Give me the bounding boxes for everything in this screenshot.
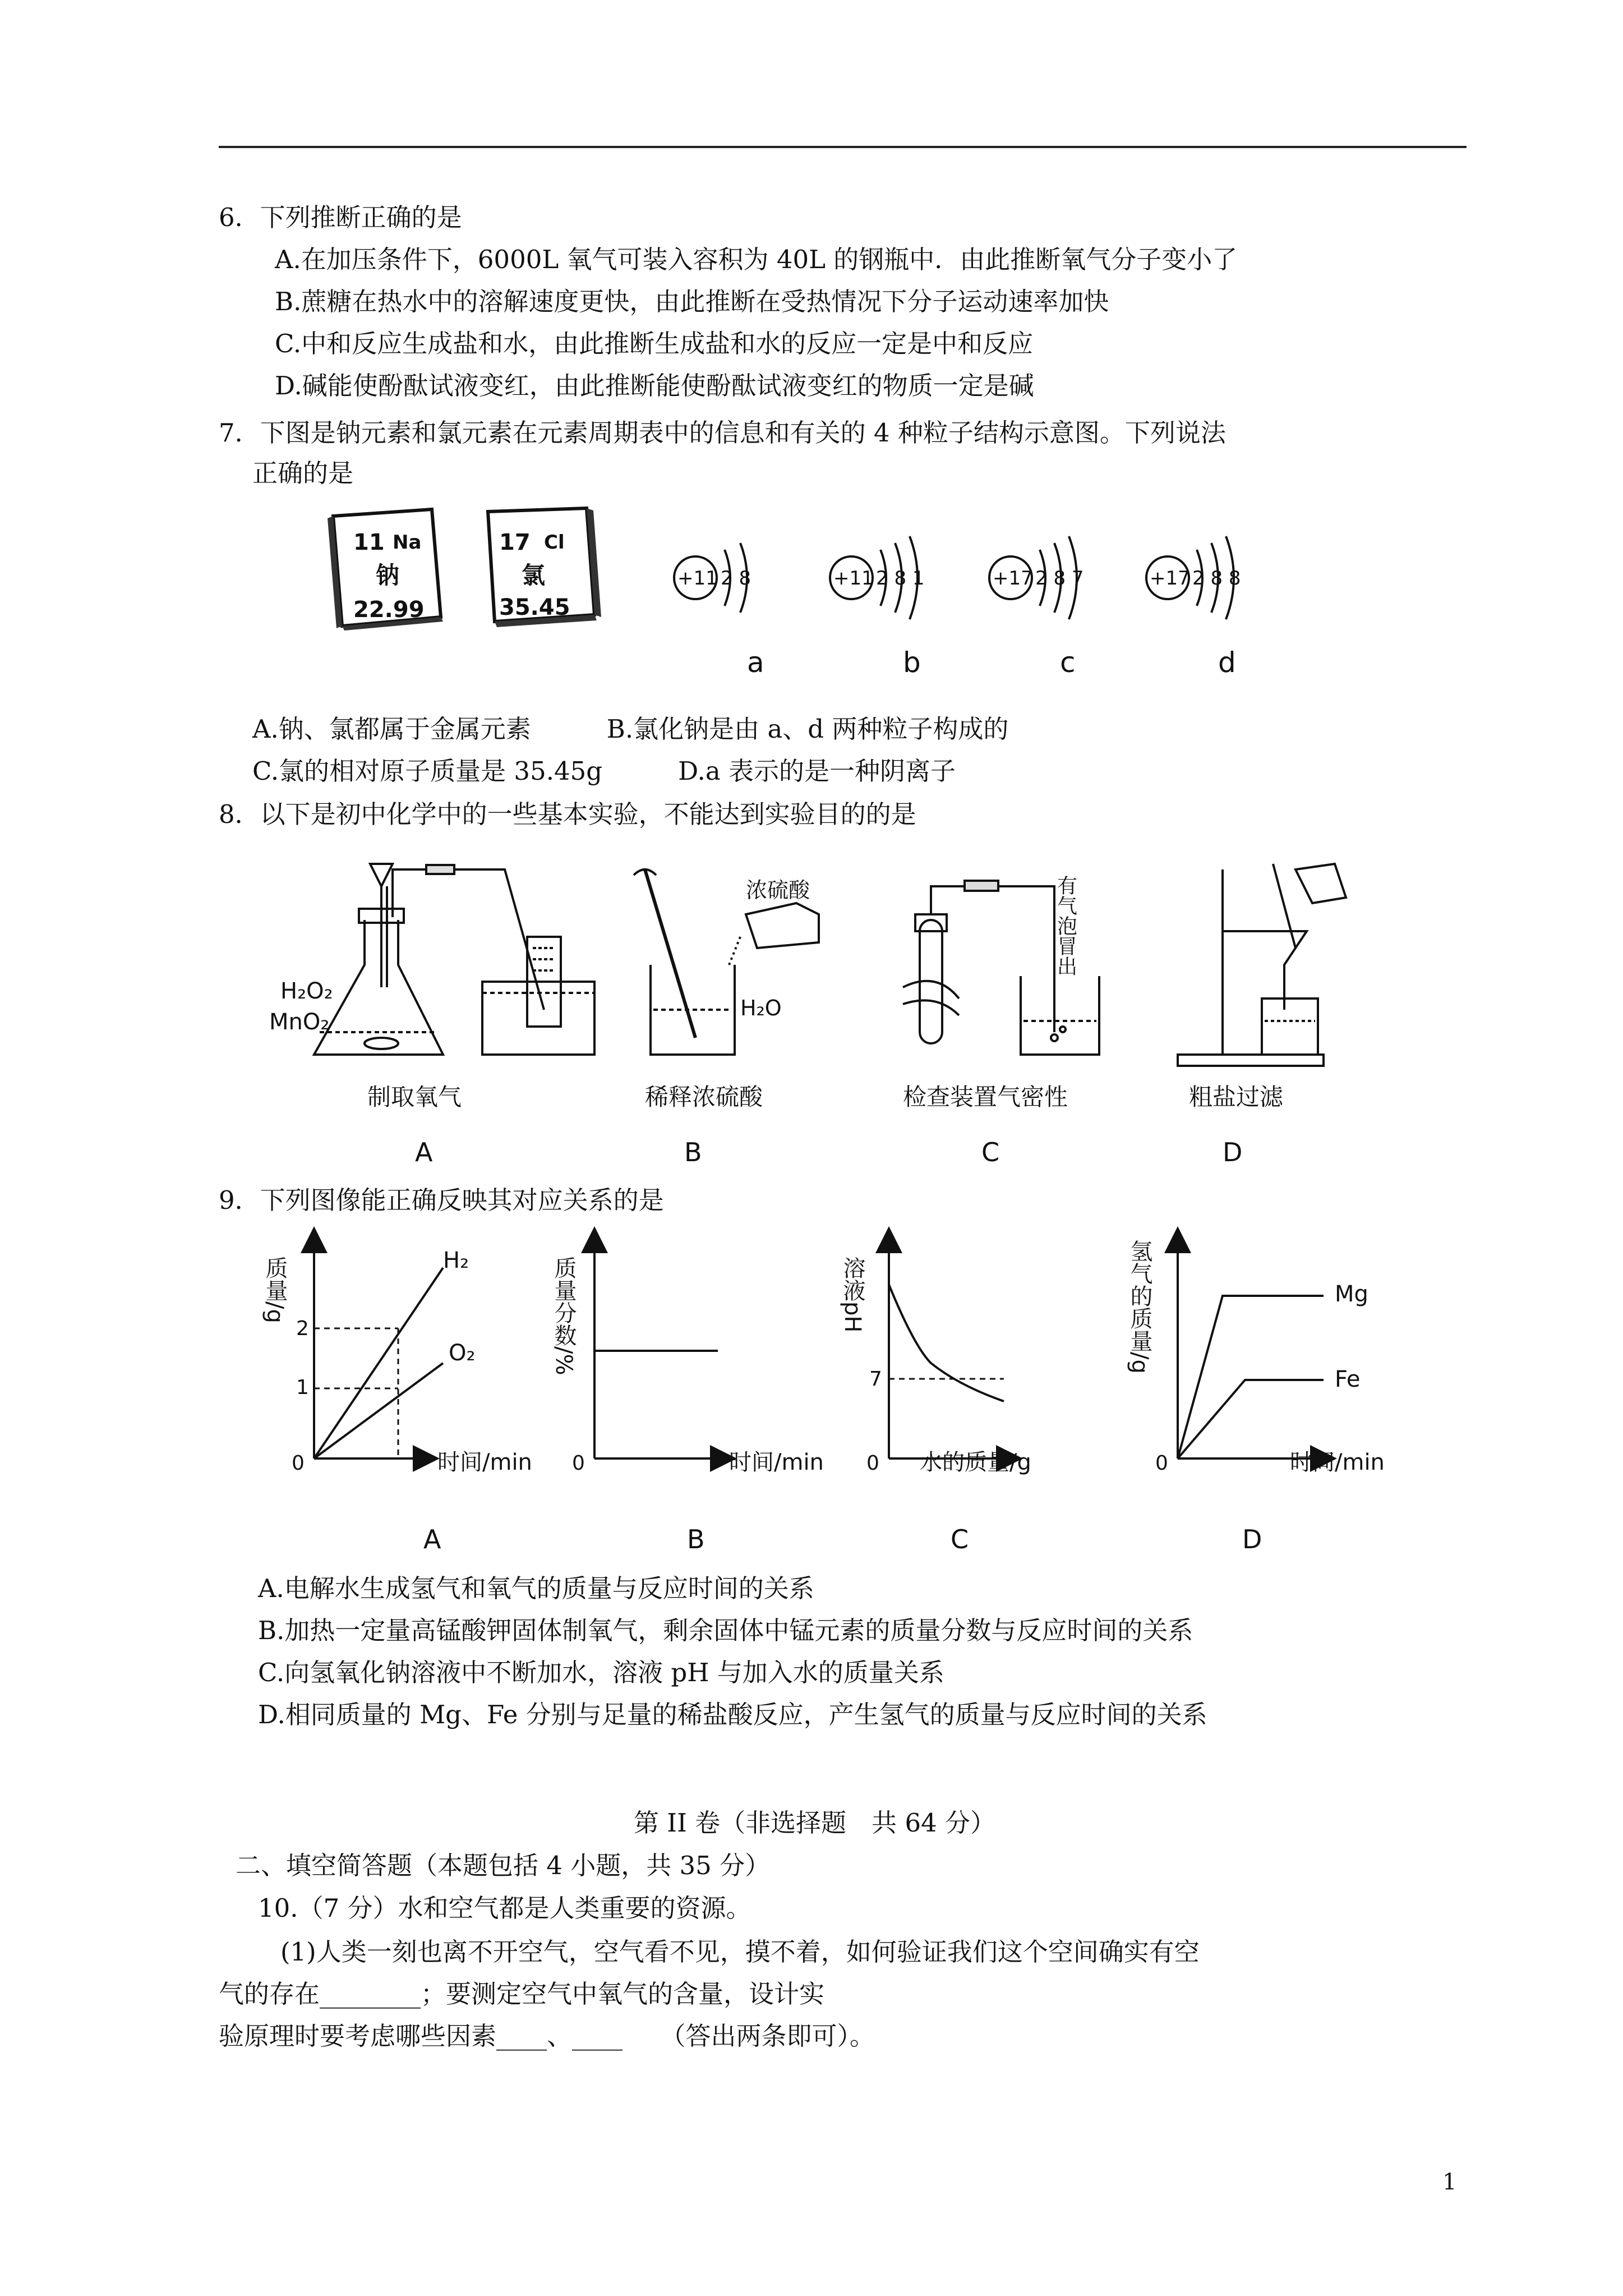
chart-d-series-fe <box>1178 1380 1324 1458</box>
chart-b <box>551 1240 824 1554</box>
svg-text:2 8 8: 2 8 8 <box>1192 567 1241 590</box>
q6-stem: 6．下列推断正确的是 <box>219 203 462 232</box>
chart-d-legend-mg: Mg <box>1335 1281 1368 1307</box>
particle-b-label: b <box>903 646 921 679</box>
particle-a-label: a <box>747 646 764 679</box>
chart-d-legend-fe: Fe <box>1335 1366 1361 1392</box>
na-name: 钠 <box>376 562 400 589</box>
particle-b <box>830 536 925 679</box>
chart-c-origin: 0 <box>866 1452 879 1475</box>
q10-line2: 气的存在________；要测定空气中氧气的含量，设计实 <box>219 1979 825 2009</box>
cl-mass: 35.45 <box>499 595 570 620</box>
chart-d <box>1127 1240 1385 1554</box>
q6-option-b: B.蔗糖在热水中的溶解速度更快，由此推断在受热情况下分子运动速率加快 <box>275 287 1109 316</box>
particle-a <box>674 543 764 679</box>
chart-b-ylabel: 质量分数/% <box>551 1257 577 1375</box>
q9-stem: 9．下列图像能正确反映其对应关系的是 <box>219 1185 664 1215</box>
label-water: H₂O <box>740 996 782 1020</box>
particle-d-label: d <box>1218 646 1236 679</box>
particle-c-label: c <box>1060 646 1076 679</box>
svg-text:+17: +17 <box>993 567 1033 590</box>
q9-option-b: B.加热一定量高锰酸钾固体制氧气，剩余固体中锰元素的质量分数与反应时间的关系 <box>258 1616 1193 1645</box>
q8-stem: 8．以下是初中化学中的一些基本实验，不能达到实验目的的是 <box>219 799 916 829</box>
svg-text:+11: +11 <box>833 567 874 590</box>
chart-a-xlabel: 时间/min <box>437 1450 532 1475</box>
chart-a-ytick-1: 1 <box>296 1376 309 1399</box>
svg-text:2 8 7: 2 8 7 <box>1035 567 1084 590</box>
chart-b-origin: 0 <box>572 1452 585 1475</box>
chart-a-letter: A <box>423 1524 441 1554</box>
label-bubbles: 有气泡冒出 <box>1054 875 1077 976</box>
chart-a-legend-o2: O₂ <box>449 1340 476 1366</box>
svg-text:+17: +17 <box>1150 567 1190 590</box>
caption-d: 粗盐过滤 <box>1189 1083 1284 1111</box>
particle-c <box>989 536 1084 679</box>
chart-c-ytick-7: 7 <box>869 1368 882 1391</box>
chart-b-xlabel: 时间/min <box>729 1450 824 1475</box>
label-conc-acid: 浓硫酸 <box>746 878 810 903</box>
q6-option-a: A.在加压条件下，6000L 氧气可装入容积为 40L 的钢瓶中．由此推断氧气分子变小了 <box>275 245 1238 274</box>
section-title: 第 II 卷（非选择题 共 64 分） <box>634 1808 996 1838</box>
q6-option-c: C.中和反应生成盐和水，由此推断生成盐和水的反应一定是中和反应 <box>275 329 1034 358</box>
na-number: 11 <box>353 530 385 555</box>
caption-b: 稀释浓硫酸 <box>645 1083 763 1111</box>
na-mass: 22.99 <box>353 597 425 623</box>
q6-option-d: D.碱能使酚酞试液变红，由此推断能使酚酞试液变红的物质一定是碱 <box>275 371 1034 401</box>
q10-line1: (1)人类一刻也离不开空气，空气看不见，摸不着，如何验证我们这个空间确实有空 <box>280 1937 1200 1967</box>
q10-stem: 10.（7 分）水和空气都是人类重要的资源。 <box>258 1893 751 1923</box>
particle-d <box>1146 536 1241 679</box>
q7-stem: 7．下图是钠元素和氯元素在元素周期表中的信息和有关的 4 种粒子结构示意图。下列说法 <box>219 418 1226 448</box>
cl-symbol: Cl <box>544 531 565 554</box>
chart-c-series <box>889 1285 1004 1401</box>
caption-a: 制取氧气 <box>367 1083 462 1111</box>
caption-c: 检查装置气密性 <box>903 1083 1068 1111</box>
q9-option-a: A.电解水生成氢气和氧气的质量与反应时间的关系 <box>258 1573 814 1603</box>
chart-a-ylabel: 质量/g <box>262 1257 288 1323</box>
q7-figure <box>325 505 1335 690</box>
sodium-card <box>328 509 443 631</box>
q9-option-d: D.相同质量的 Mg、Fe 分别与足量的稀盐酸反应，产生氢气的质量与反应时间的关系 <box>258 1700 1207 1729</box>
page-number: 1 <box>1442 2169 1457 2195</box>
q7-stem-cont: 正确的是 <box>252 458 354 488</box>
chart-d-letter: D <box>1242 1524 1262 1554</box>
chart-a-series-o2 <box>314 1363 443 1458</box>
cl-name: 氯 <box>522 562 546 589</box>
letter-d: D <box>1223 1137 1243 1167</box>
letter-c: C <box>981 1137 1000 1167</box>
chart-d-xlabel: 时间/min <box>1290 1450 1385 1475</box>
apparatus-d <box>1178 864 1346 1066</box>
chlorine-card <box>488 508 601 627</box>
cl-number: 17 <box>499 530 531 555</box>
chart-a-ytick-2: 2 <box>296 1317 309 1340</box>
q9-charts <box>258 1223 1413 1571</box>
chart-c-xlabel: 水的质量/g <box>920 1450 1031 1475</box>
letter-b: B <box>684 1137 702 1167</box>
letter-a: A <box>415 1137 433 1167</box>
label-mno2: MnO₂ <box>269 1009 330 1035</box>
chart-b-letter: B <box>687 1524 705 1554</box>
chart-a-origin: 0 <box>292 1452 305 1475</box>
chart-d-origin: 0 <box>1155 1452 1168 1475</box>
apparatus-a <box>314 864 594 1055</box>
section-heading: 二、填空简答题（本题包括 4 小题，共 35 分） <box>236 1851 771 1880</box>
chart-c <box>840 1240 1031 1554</box>
q7-options-row2: C.氯的相对原子质量是 35.45g D.a 表示的是一种阴离子 <box>252 756 956 786</box>
q7-options-row1: A.钠、氯都属于金属元素 B.氯化钠是由 a、d 两种粒子构成的 <box>252 714 1009 744</box>
chart-a-series-h2 <box>314 1268 443 1458</box>
svg-text:2 8 1: 2 8 1 <box>876 567 925 590</box>
chart-c-ylabel: 溶液pH <box>840 1257 865 1333</box>
chart-c-letter: C <box>951 1524 969 1554</box>
q8-figure <box>258 853 1368 1178</box>
svg-text:+11: +11 <box>677 567 718 590</box>
header-rule <box>219 146 1467 148</box>
svg-text:2 8: 2 8 <box>721 567 751 590</box>
chart-a <box>262 1240 532 1554</box>
chart-a-legend-h2: H₂ <box>443 1248 469 1273</box>
chart-d-ylabel: 氢气的质量/g <box>1127 1240 1152 1374</box>
na-symbol: Na <box>393 531 422 554</box>
q10-line3: 验原理时要考虑哪些因素____、____ （答出两条即可）。 <box>219 2021 875 2051</box>
q9-option-c: C.向氢氧化钠溶液中不断加水，溶液 pH 与加入水的质量关系 <box>258 1658 944 1687</box>
label-h2o2: H₂O₂ <box>280 978 333 1004</box>
